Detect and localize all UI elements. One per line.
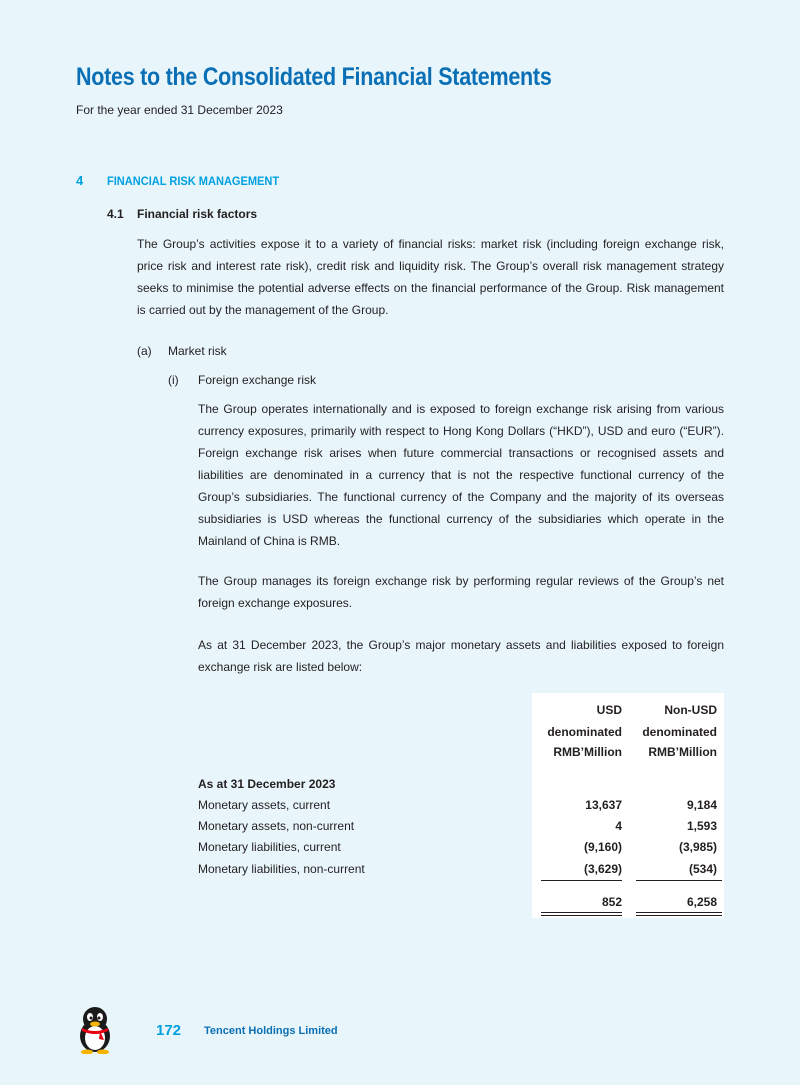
table-cell-usd: (3,629) [583, 862, 622, 876]
col-nonusd-line2: denominated [642, 725, 717, 739]
total-rule-usd-top [541, 912, 622, 913]
table-total-non-usd: 6,258 [686, 895, 717, 909]
total-rule-non-usd-top [636, 912, 722, 913]
subsection-title: Financial risk factors [137, 207, 258, 221]
page-subtitle: For the year ended 31 December 2023 [76, 103, 283, 117]
table-cell-non-usd: 1,593 [686, 819, 717, 833]
col-usd-line1: USD [596, 703, 622, 717]
page-number: 172 [156, 1022, 182, 1039]
company-name: Tencent Holdings Limited [204, 1025, 338, 1037]
col-nonusd-line1: Non-USD [664, 703, 717, 717]
col-usd-line3: RMB’Million [553, 745, 622, 759]
table-row-label: Monetary liabilities, current [198, 840, 341, 854]
subtotal-rule-non-usd [636, 880, 722, 881]
section-title: FINANCIAL RISK MANAGEMENT [107, 174, 280, 188]
table-cell-usd: (9,160) [583, 840, 622, 854]
total-rule-usd-bottom [541, 915, 622, 916]
item-a-label: (a) [137, 344, 152, 358]
fx-paragraph-1: The Group operates internationally and is exposed to foreign exchange risk arising from various currency exposures, primarily with respect to Hong Kong Dollars (“HKD”), USD and euro (“EUR”). Foreign exchange risk arises when future commercial transactions or recognised assets and liabilities are denominated in a currency that is not the respective functional currency of the Group’s subsidiaries. The functional currency of the Company and the majority of its overseas subsidiaries is USD whereas the functional currency of the subsidiaries which operate in the Mainland of China is RMB. [198, 402, 724, 548]
table-cell-non-usd: (534) [688, 862, 717, 876]
page-title: Notes to the Consolidated Financial Statements [76, 63, 552, 91]
subtotal-rule-usd [541, 880, 622, 881]
subsection-number: 4.1 [107, 207, 124, 221]
table-cell-non-usd: 9,184 [686, 798, 717, 812]
item-i-label: (i) [168, 373, 179, 387]
section-number: 4 [76, 173, 84, 188]
fx-paragraph-2: The Group manages its foreign exchange risk by performing regular reviews of the Group’s net foreign exchange exposures. [198, 574, 724, 610]
table-row-label: Monetary liabilities, non-current [198, 862, 365, 876]
col-nonusd-line3: RMB’Million [648, 745, 717, 759]
total-rule-non-usd-bottom [636, 915, 722, 916]
table-total-usd: 852 [601, 895, 622, 909]
table-cell-usd: 4 [615, 819, 622, 833]
item-a-title: Market risk [168, 344, 227, 358]
intro-paragraph: The Group’s activities expose it to a variety of financial risks: market risk (including foreign exchange risk, price risk and interest rate risk), credit risk and liquidity risk. The Group’s overall risk management strategy seeks to minimise the potential adverse effects on the financial performance of the Group. Risk management is carried out by the management of the Group. [137, 237, 724, 317]
table-row-label: Monetary assets, non-current [198, 819, 355, 833]
fx-paragraph-3: As at 31 December 2023, the Group’s major monetary assets and liabilities exposed to foreign exchange risk are listed below: [198, 638, 724, 674]
col-usd-line2: denominated [547, 725, 622, 739]
item-i-title: Foreign exchange risk [198, 373, 317, 387]
table-cell-non-usd: (3,985) [678, 840, 717, 854]
penguin-mascot-icon [74, 1006, 116, 1054]
table-cell-usd: 13,637 [585, 798, 622, 812]
table-row-label: Monetary assets, current [198, 798, 331, 812]
table-period-label: As at 31 December 2023 [198, 777, 336, 791]
